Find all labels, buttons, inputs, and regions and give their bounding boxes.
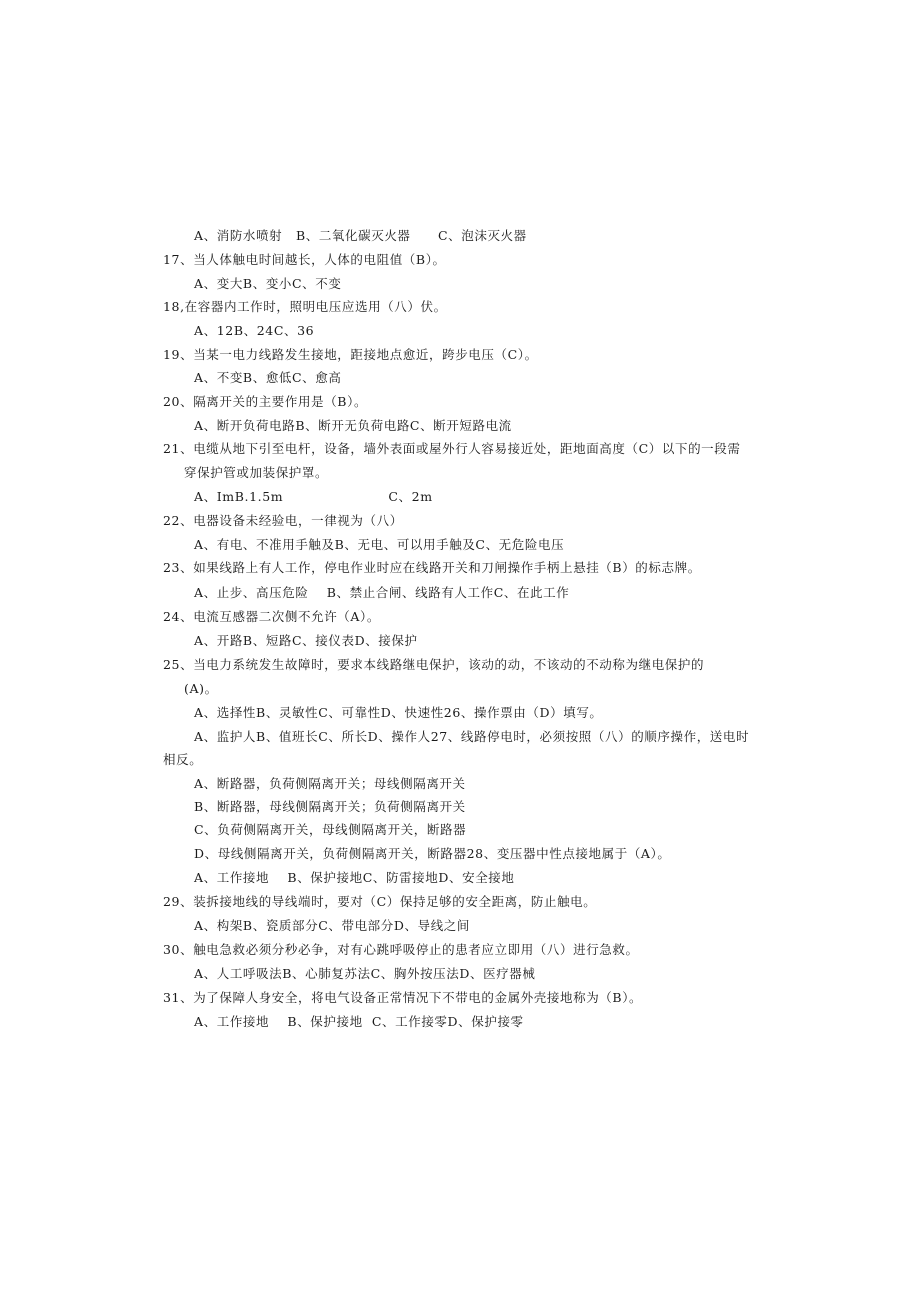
question-24: 24、电流互感器二次侧不允许（A）。	[163, 609, 380, 624]
question-17: 17、当人体触电时间越长，人体的电阻值（B）。	[163, 252, 446, 267]
option-line-28: A、工作接地 B、保护接地C、防雷接地D、安全接地	[194, 870, 515, 885]
option-line-22: A、有电、不准用手触及B、无电、可以用手触及C、无危险电压	[194, 537, 565, 552]
question-27-continued: 相反。	[163, 752, 203, 767]
option-line-18: A、12B、24C、36	[194, 323, 315, 338]
option-line-19: A、不变B、愈低C、愈高	[194, 370, 342, 385]
option-line-29: A、构架B、瓷质部分C、带电部分D、导线之间	[194, 918, 470, 933]
question-20: 20、隔离开关的主要作用是（B）。	[163, 394, 368, 409]
option-line-20: A、断开负荷电路B、断开无负荷电路C、断开短路电流	[194, 418, 512, 433]
option-line-27c: C、负荷侧隔离开关，母线侧隔离开关，断路器	[194, 822, 467, 837]
option-line-27a: A、断路器，负荷侧隔离开关；母线侧隔离开关	[194, 776, 466, 791]
question-18: 18,在容器内工作时，照明电压应选用（八）伏。	[163, 299, 447, 314]
question-19: 19、当某一电力线路发生接地，距接地点愈近，跨步电压（C）。	[163, 347, 538, 362]
option-line-16: A、消防水喷射 B、二氧化碳灭火器 C、泡沫灭火器	[194, 228, 527, 243]
option-line-25: A、选择性B、灵敏性C、可靠性D、快速性26、操作票由（D）填写。	[194, 705, 603, 720]
question-29: 29、装拆接地线的导线端时，要对（C）保持足够的安全距离，防止触电。	[163, 894, 597, 909]
question-22: 22、电器设备未经验电，一律视为（八）	[163, 513, 403, 528]
option-line-24: A、开路B、短路C、接仪表D、接保护	[194, 633, 418, 648]
question-21: 21、电缆从地下引至电杆，设备，墙外表面或屋外行人容易接近处，距地面高度（C）以下的一段需	[163, 441, 741, 456]
question-21-continued: 穿保护管或加装保护罩。	[184, 465, 329, 480]
option-line-31: A、工作接地 B、保护接地 C、工作接零D、保护接零	[194, 1014, 524, 1029]
question-25: 25、当电力系统发生故障时，要求本线路继电保护，该动的动，不该动的不动称为继电保护的	[163, 657, 705, 672]
option-line-21: A、ImB.1.5m C、2m	[194, 489, 433, 504]
option-line-27d: D、母线侧隔离开关，负荷侧隔离开关，断路器28、变压器中性点接地属于（A）。	[194, 846, 671, 861]
question-23: 23、如果线路上有人工作，停电作业时应在线路开关和刀闸操作手柄上悬挂（B）的标志牌。	[163, 560, 701, 575]
question-30: 30、触电急救必须分秒必争，对有心跳呼吸停止的患者应立即用（八）进行急救。	[163, 942, 639, 957]
option-line-23: A、止步、高压危险 B、禁止合闸、线路有人工作C、在此工作	[194, 585, 570, 600]
option-line-26: A、监护人B、值班长C、所长D、操作人27、线路停电时，必须按照（八）的顺序操作，送电时	[194, 729, 750, 744]
question-25-continued: (A)。	[184, 681, 218, 696]
option-line-27b: B、断路器，母线侧隔离开关；负荷侧隔离开关	[194, 799, 466, 814]
option-line-30: A、人工呼吸法B、心肺复苏法C、胸外按压法D、医疗器械	[194, 966, 536, 981]
option-line-17: A、变大B、变小C、不变	[194, 276, 342, 291]
question-31: 31、为了保障人身安全，将电气设备正常情况下不带电的金属外壳接地称为（B）。	[163, 990, 643, 1005]
